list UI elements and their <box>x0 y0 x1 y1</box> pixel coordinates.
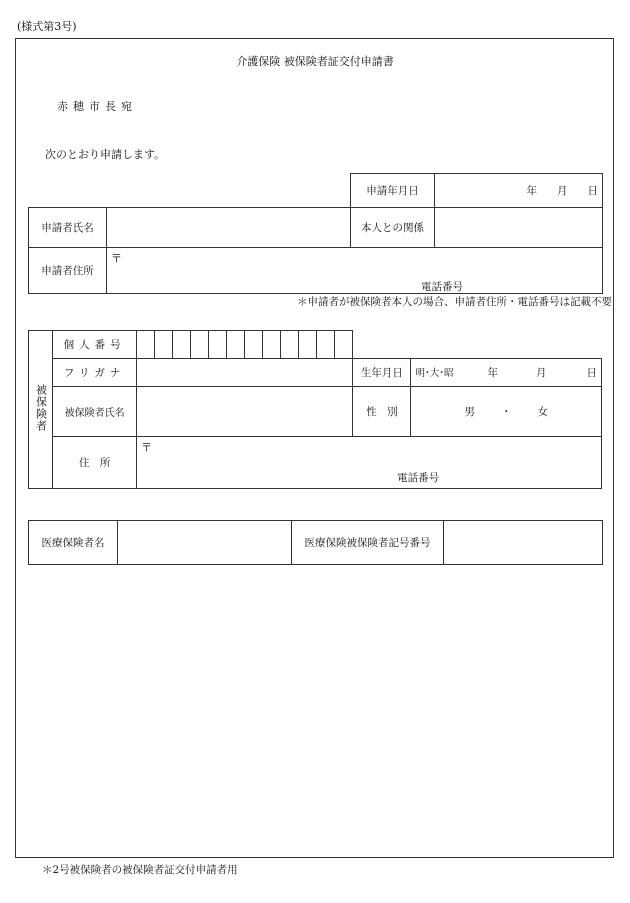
blank-area <box>29 174 351 208</box>
gender-field[interactable] <box>411 387 602 437</box>
number-digit-box[interactable] <box>209 331 227 359</box>
medical-insurance-table <box>28 520 603 565</box>
form-number-label: (様式第3号) <box>17 20 77 33</box>
insured-address-label: 住 所 <box>53 437 137 489</box>
year-label: 年 <box>526 185 537 197</box>
number-digit-box[interactable] <box>299 331 317 359</box>
day-label: 日 <box>587 185 598 197</box>
number-digit-box[interactable] <box>173 331 191 359</box>
relationship-field[interactable] <box>435 208 603 248</box>
number-digit-box[interactable] <box>335 331 353 359</box>
medical-insurer-name-field[interactable] <box>118 521 292 565</box>
applicant-note: ＊申請者が被保険者本人の場合、申請者住所・電話番号は記載不要 <box>297 296 612 308</box>
day-label: 日 <box>586 367 597 379</box>
era-options: 明･大･昭 <box>415 368 454 379</box>
number-digit-box[interactable] <box>227 331 245 359</box>
insured-side-label: 被保険者 <box>29 331 53 489</box>
month-label: 月 <box>557 185 568 197</box>
furigana-field[interactable] <box>137 359 353 387</box>
medical-insured-number-label: 医療保険被保険者記号番号 <box>292 521 444 565</box>
gender-male-option[interactable]: 男 <box>464 406 475 418</box>
insured-name-label: 被保険者氏名 <box>53 387 137 437</box>
gender-separator: ・ <box>500 406 512 418</box>
blank-area <box>353 331 602 359</box>
applicant-table <box>28 173 603 294</box>
number-digit-box[interactable] <box>191 331 209 359</box>
year-label: 年 <box>487 367 498 379</box>
insured-table <box>28 330 602 489</box>
number-digit-box[interactable] <box>245 331 263 359</box>
birthdate-label: 生年月日 <box>353 359 411 387</box>
phone-label: 電話番号 <box>421 281 463 293</box>
number-digit-box[interactable] <box>281 331 299 359</box>
individual-number-label: 個人番号 <box>53 331 137 359</box>
application-date-field[interactable] <box>435 174 603 208</box>
gender-female-option[interactable]: 女 <box>537 406 548 418</box>
medical-insurer-name-label: 医療保険者名 <box>29 521 118 565</box>
addressee: 赤穂市長宛 <box>57 100 137 113</box>
applicant-name-field[interactable] <box>107 208 351 248</box>
application-date-label: 申請年月日 <box>351 174 435 208</box>
number-digit-box[interactable] <box>263 331 281 359</box>
month-label: 月 <box>535 367 547 379</box>
medical-insured-number-field[interactable] <box>444 521 603 565</box>
number-digit-box[interactable] <box>155 331 173 359</box>
form-title: 介護保険 被保険者証交付申請書 <box>236 55 394 68</box>
postal-mark: 〒 <box>141 441 153 454</box>
insured-name-field[interactable] <box>137 387 353 437</box>
furigana-label: フリガナ <box>53 359 137 387</box>
applicant-name-label: 申請者氏名 <box>29 208 107 248</box>
birthdate-field[interactable] <box>411 359 602 387</box>
intro-text: 次のとおり申請します。 <box>45 148 166 161</box>
number-digit-box[interactable] <box>317 331 335 359</box>
footnote: ＊2号被保険者の被保険者証交付申請者用 <box>42 864 238 876</box>
applicant-address-label: 申請者住所 <box>29 248 107 294</box>
relationship-label: 本人との関係 <box>351 208 435 248</box>
insured-address-field[interactable] <box>137 437 602 489</box>
postal-mark: 〒 <box>111 252 122 265</box>
gender-label: 性 別 <box>353 387 411 437</box>
applicant-address-field[interactable] <box>107 248 603 294</box>
number-digit-box[interactable] <box>137 331 155 359</box>
phone-label: 電話番号 <box>397 472 440 484</box>
